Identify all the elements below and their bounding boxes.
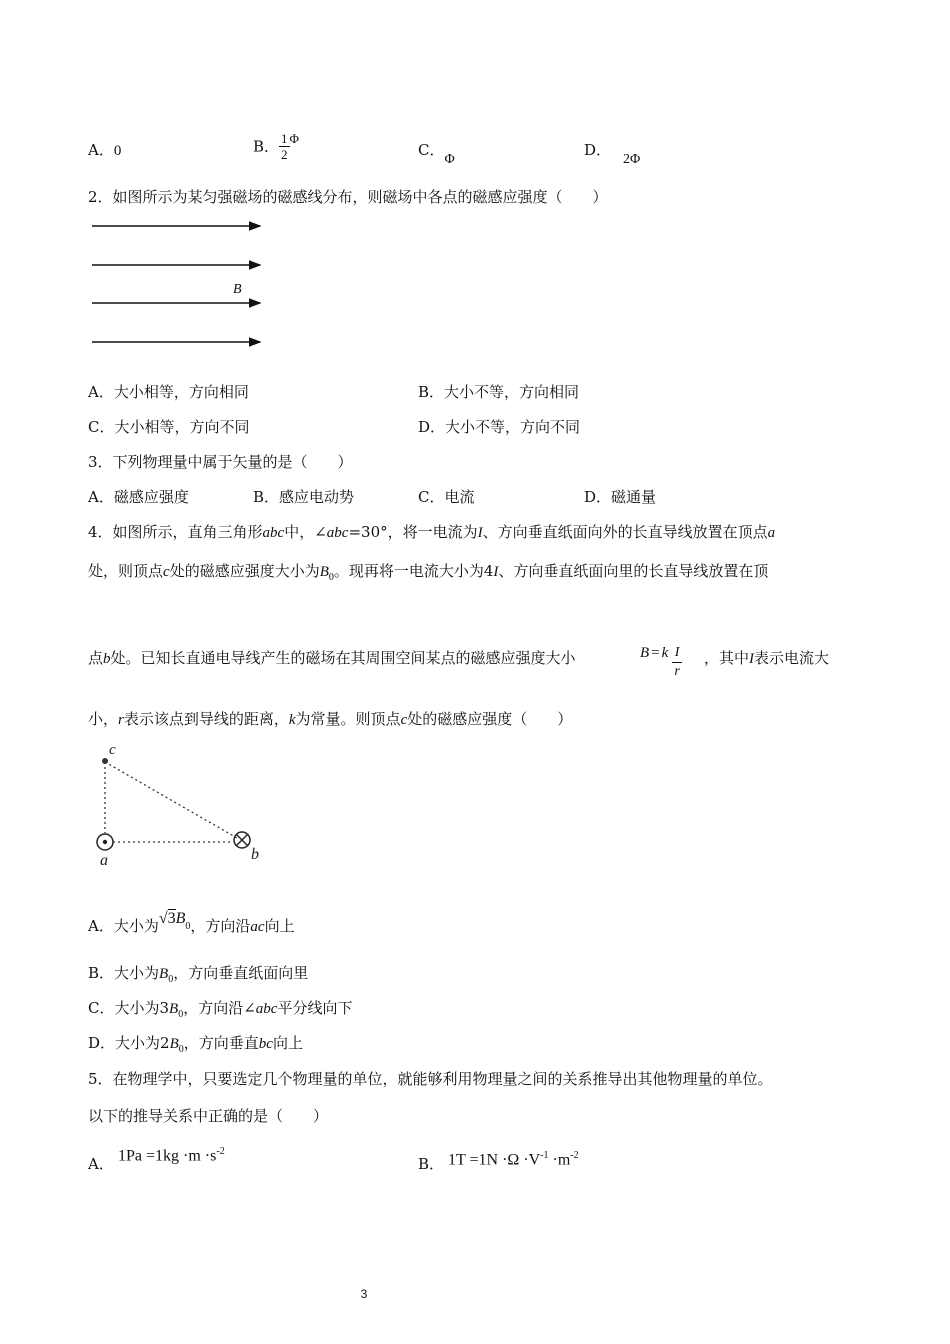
q2-option-b: B．大小不等，方向相同	[418, 383, 580, 401]
q4-option-a-text: 向上	[264, 917, 295, 935]
q4-option-a-text: A．大小为	[88, 917, 159, 935]
q5-option-b-label: B．	[418, 1155, 445, 1173]
q2-option-d: D．大小不等，方向不同	[418, 418, 581, 436]
q4-option-d-b0: B	[169, 1036, 179, 1052]
q3-option-a: A．磁感应强度	[88, 488, 189, 506]
q4-option-c-text: C．大小为3	[88, 999, 170, 1017]
q3-option-d: D．磁通量	[584, 488, 657, 506]
q4-var-b0: B	[319, 564, 329, 580]
q4-option-d-bc: bc	[258, 1036, 273, 1052]
q4-option-d	[88, 1032, 303, 1061]
q2-option-a: A．大小相等，方向相同	[88, 383, 249, 401]
q4-text: 处，则顶点	[88, 562, 164, 580]
q5-option-a-exponent: -2	[216, 1146, 225, 1157]
q4-text: 、方向垂直纸面向外的长直导线放置在顶点	[482, 523, 768, 541]
q5-option-a-label: A．	[88, 1155, 114, 1173]
q4-option-c-subscript: 0	[178, 1009, 184, 1020]
vertex-c-label: c	[109, 742, 116, 758]
q5-stem-line-1: 5．在物理学中，只要选定几个物理量的单位，就能够利用物理量之间的关系推导出其他物理量的单位。	[88, 1070, 773, 1088]
q4-option-c-abc: abc	[255, 1001, 278, 1017]
formula-denominator: r	[674, 664, 680, 679]
sqrt-radicand: 3	[167, 910, 176, 927]
q4-text: 处的磁感应强度大小为	[169, 562, 320, 580]
q5-option-b-formula	[448, 1145, 579, 1171]
vertex-b-label: b	[251, 846, 259, 863]
q4-var-c: c	[400, 712, 408, 728]
q4-var-a: a	[767, 525, 776, 541]
q4-option-a-subscript: 0	[185, 921, 191, 932]
q5-stem-line-2: 以下的推导关系中正确的是（ ）	[88, 1107, 329, 1125]
q4-option-b	[88, 962, 308, 991]
field-label-b: B	[233, 282, 242, 297]
q1-option-c-value: Φ	[444, 152, 455, 167]
q5-option-b-formula-text: ·m	[548, 1151, 571, 1169]
formula-numerator: I	[672, 644, 681, 663]
q4-option-a-text: ，方向沿	[190, 917, 251, 935]
q1-option-c-label: C．	[418, 141, 445, 159]
q4-text: 中，∠	[284, 523, 327, 541]
formula-b: B	[640, 644, 650, 661]
q5-option-b-exponent-1: -1	[540, 1150, 549, 1161]
q4-stem-line-3-end	[704, 647, 829, 670]
q4-text: 为常量。则顶点	[295, 710, 401, 728]
formula-fraction	[672, 644, 681, 681]
wire-out-dot	[103, 840, 107, 844]
q4-text: 。现再将一电流大小为4	[333, 562, 494, 580]
q4-text: ，其中	[704, 649, 750, 667]
q4-var-i: I	[493, 564, 499, 580]
q4-text: 、方向垂直纸面向里的长直导线放置在顶	[498, 562, 769, 580]
q1-option-a-value: 0	[113, 143, 122, 159]
q4-formula	[640, 626, 682, 679]
edge-cb	[105, 762, 237, 838]
q4-stem-line-1	[88, 521, 775, 544]
q4-option-c-text: 平分线向下	[277, 999, 353, 1017]
q4-option-a-sqrt: √3	[158, 910, 176, 927]
q1-option-b	[253, 131, 299, 162]
q4-var-c: c	[163, 564, 170, 580]
q4-option-c	[88, 997, 352, 1026]
q4-option-b-b0: B	[159, 966, 169, 982]
q2-stem: 2．如图所示为某匀强磁场的磁感线分布，则磁场中各点的磁感应强度（ ）	[88, 188, 608, 206]
q4-stem-line-3	[88, 647, 576, 670]
q4-text: 4．如图所示，直角三角形	[88, 523, 263, 541]
q4-var-abc: abc	[326, 525, 349, 541]
q4-option-d-text: ，方向垂直	[183, 1034, 259, 1052]
q2-field-lines-figure	[90, 218, 270, 350]
q4-option-b-subscript: 0	[168, 974, 174, 985]
q2-option-c: C．大小相等，方向不同	[88, 418, 250, 436]
q4-text: 小，	[88, 710, 119, 728]
q4-option-b-text: B．大小为	[88, 964, 160, 982]
q4-option-a-ac: ac	[250, 919, 265, 935]
q1-option-d-label: D．	[584, 141, 612, 159]
vertex-c-dot	[102, 758, 108, 764]
q1-option-a	[88, 139, 121, 162]
q4-triangle-figure	[90, 740, 270, 870]
q3-stem: 3．下列物理量中属于矢量的是（ ）	[88, 453, 353, 471]
q4-option-a	[88, 910, 295, 944]
q3-option-b: B．感应电动势	[253, 488, 355, 506]
q1-option-a-label: A．	[88, 141, 114, 159]
q4-var-i: I	[477, 525, 483, 541]
q4-text: 处。已知长直通电导线产生的磁场在其周围空间某点的磁感应强度大小	[110, 649, 576, 667]
page-number: 3	[360, 1287, 368, 1301]
q3-option-c: C．电流	[418, 488, 475, 506]
q4-option-d-text: D．大小为2	[88, 1034, 170, 1052]
q1-option-b-numerator: 1	[281, 131, 288, 146]
q1-option-d-value: 2Φ	[623, 152, 641, 167]
q4-option-c-b0: B	[169, 1001, 179, 1017]
q5-option-b-formula-text: 1T =1N ·Ω ·V	[448, 1151, 541, 1169]
formula-equals: =	[651, 644, 660, 661]
q5-option-a-formula-text: 1Pa =1kg ·m ·s	[118, 1147, 217, 1165]
q1-option-b-symbol: Φ	[289, 130, 300, 146]
q4-text: 表示该点到导线的距离，	[123, 710, 289, 728]
q5-option-a-formula	[118, 1141, 225, 1167]
q1-option-b-fraction	[279, 131, 290, 162]
q1-option-c	[418, 139, 455, 167]
q4-var-r: r	[118, 712, 124, 728]
q4-text: 表示电流大	[754, 649, 830, 667]
q1-option-b-label: B．	[253, 137, 280, 156]
q4-option-c-text: ，方向沿∠	[183, 999, 256, 1017]
q4-var-i: I	[749, 651, 755, 667]
q4-text: =30°，将一电流为	[348, 523, 478, 541]
q4-option-d-text: 向上	[272, 1034, 303, 1052]
q1-option-b-denominator: 2	[281, 147, 288, 162]
q4-text: 点	[88, 649, 104, 667]
formula-k: k	[661, 644, 669, 661]
q4-option-b-text: ，方向垂直纸面向里	[173, 964, 309, 982]
q4-stem-line-4	[88, 708, 572, 731]
q4-var-b: b	[103, 651, 111, 667]
q4-stem-line-2	[88, 560, 768, 589]
q5-option-b-exponent-2: -2	[570, 1150, 579, 1161]
q4-subscript-0: 0	[328, 572, 334, 583]
q1-option-d	[584, 139, 641, 167]
vertex-a-label: a	[100, 852, 108, 869]
q4-option-a-b0: B	[175, 910, 186, 927]
q4-option-d-subscript: 0	[178, 1044, 184, 1055]
q4-var-k: k	[288, 712, 296, 728]
q4-var-abc: abc	[262, 525, 285, 541]
q4-text: 处的磁感应强度（ ）	[407, 710, 573, 728]
